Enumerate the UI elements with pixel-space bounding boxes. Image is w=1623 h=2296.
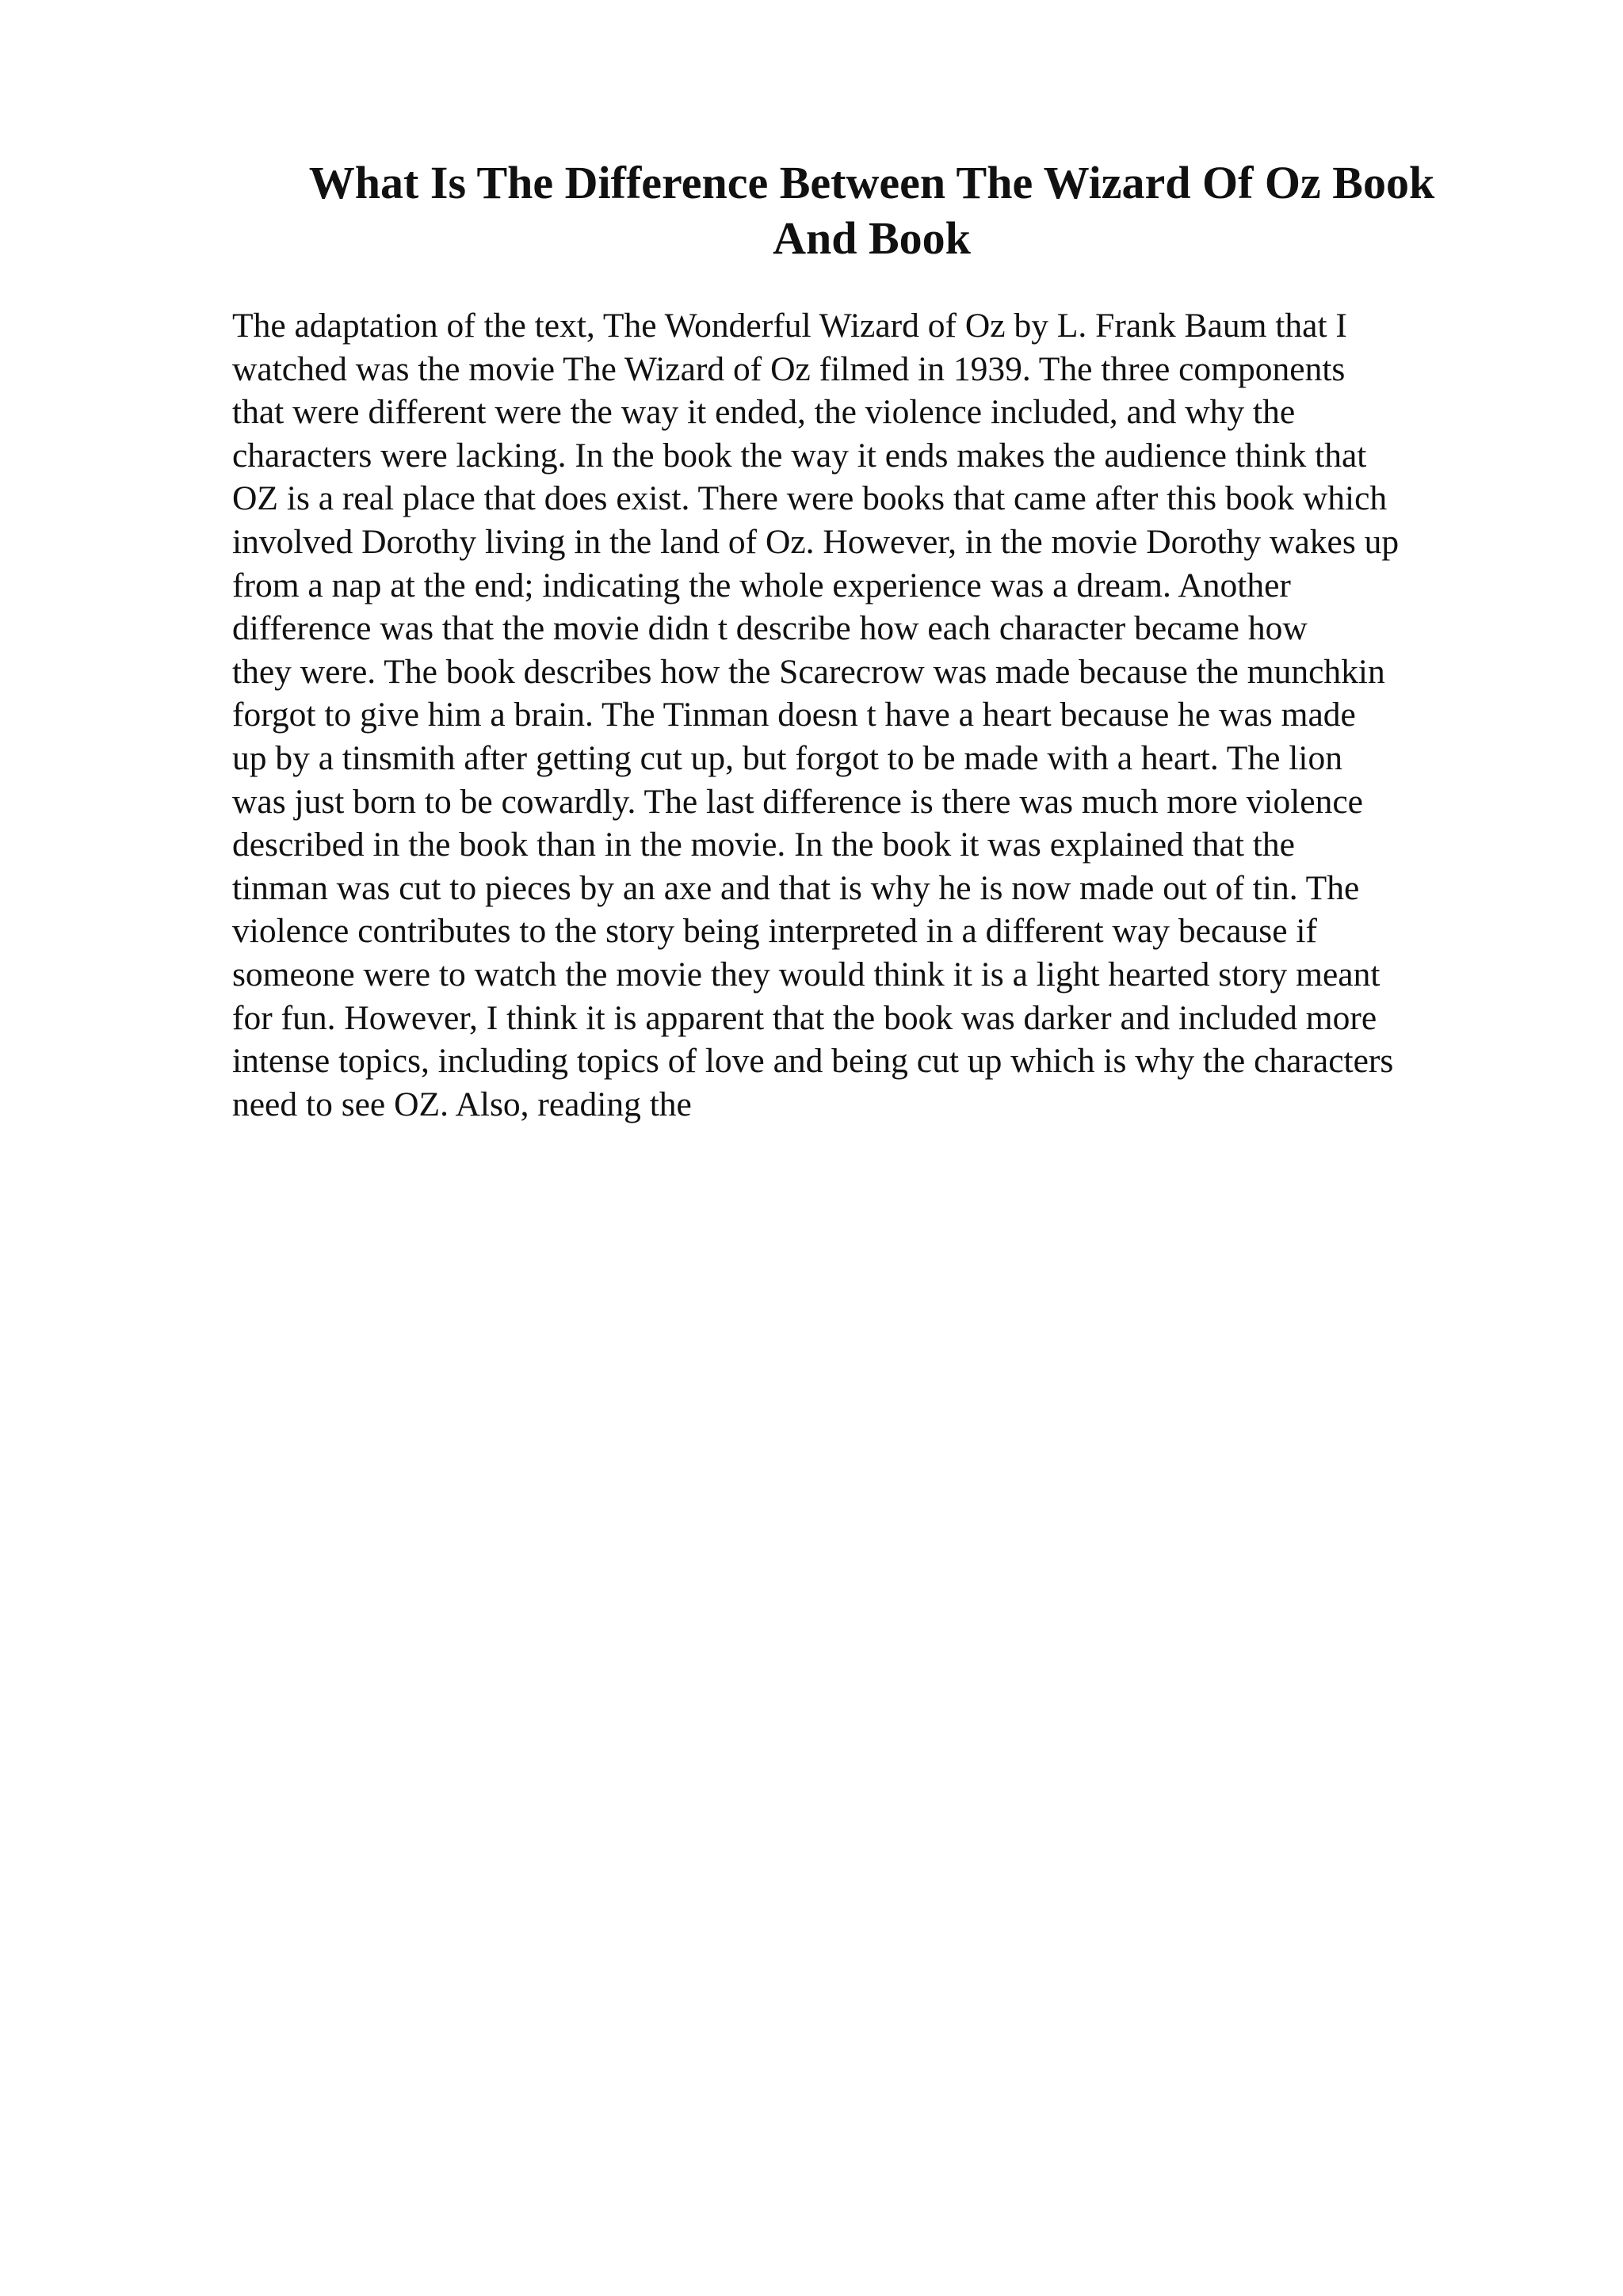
- body-line: forgot to give him a brain. The Tinman doesn t have a heart because he was made: [232, 696, 1356, 734]
- body-line: described in the book than in the movie. In the book it was explained that the: [232, 826, 1295, 864]
- body-line: OZ is a real place that does exist. There were books that came after this book which: [232, 479, 1388, 518]
- body-line: tinman was cut to pieces by an axe and that is why he is now made out of tin. The: [232, 868, 1360, 907]
- document-title: [238, 155, 1506, 266]
- document-body: [232, 304, 1500, 1126]
- body-line: violence contributes to the story being interpreted in a different way because if: [232, 912, 1317, 951]
- body-line: they were. The book describes how the Scarecrow was made because the munchkin: [232, 652, 1385, 691]
- body-line: that were different were the way it ended, the violence included, and why the: [232, 393, 1296, 432]
- body-line: for fun. However, I think it is apparent that the book was darker and included more: [232, 998, 1377, 1037]
- body-line: up by a tinsmith after getting cut up, but forgot to be made with a heart. The lion: [232, 738, 1342, 777]
- body-line: watched was the movie The Wizard of Oz filmed in 1939. The three components: [232, 349, 1346, 388]
- body-line: someone were to watch the movie they would think it is a light hearted story meant: [232, 955, 1381, 994]
- body-line: need to see OZ. Also, reading the: [232, 1085, 692, 1123]
- body-line: involved Dorothy living in the land of Oz. However, in the movie Dorothy wakes up: [232, 522, 1400, 561]
- title-line: And Book: [773, 212, 971, 264]
- title-line: What Is The Difference Between The Wizard Of Oz Book: [308, 157, 1435, 208]
- body-line: was just born to be cowardly. The last difference is there was much more violence: [232, 782, 1363, 821]
- body-line: characters were lacking. In the book the way it ends makes the audience think that: [232, 436, 1367, 475]
- body-line: The adaptation of the text, The Wonderful Wizard of Oz by L. Frank Baum that I: [232, 307, 1347, 345]
- body-line: difference was that the movie didn t describe how each character became how: [232, 609, 1308, 648]
- body-line: from a nap at the end; indicating the whole experience was a dream. Another: [232, 566, 1291, 605]
- body-line: intense topics, including topics of love and being cut up which is why the characters: [232, 1042, 1394, 1081]
